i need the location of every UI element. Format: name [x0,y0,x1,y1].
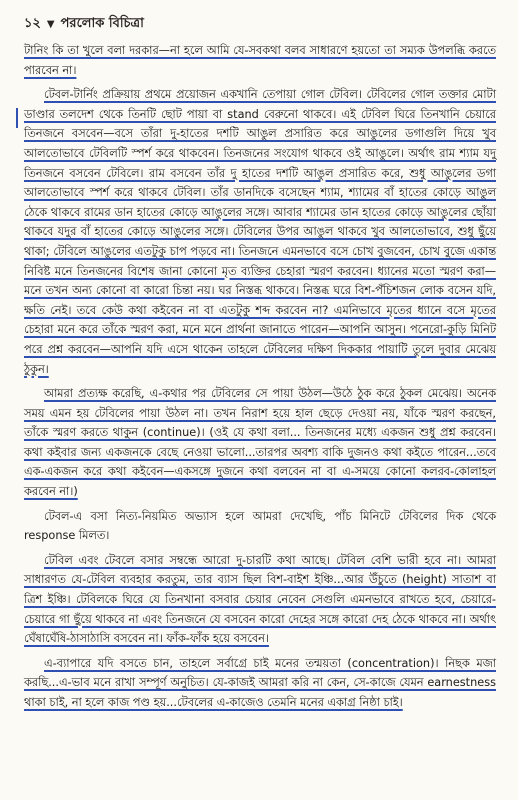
margin-pen-mark [16,108,18,128]
book-title: পরলোক বিচিত্রা [60,16,144,31]
page-body-text [24,41,496,713]
paragraph: টানিং কি তা খুলে বলা দরকার—না হলে আমি যে-সবকথা বলব সাধারণে হয়তো তা সম্যক উপলব্ধি করতে পারবেন না। [24,44,496,77]
triangle-down-icon: ▼ [46,19,55,30]
paragraph: টেবল-টার্নিং প্রক্রিয়ায় প্রথমে প্রয়োজন একখানি তেপায়া গোল টেবিল। টেবিলের গোল তক্তার মোটা ডাণ্ডার তলদেশ থেকে তিনটি ছোট পায়া বা stand বেরুনো থাকবে। এই টেবিল ঘিরে তিনখানি চেয়ারে তিনজনে বসবেন—বসে তাঁরা দু-হাতের দশটি আঙুল প্রসারিত করে আঙুলের ডগাগুলি দিয়ে খুব আলতোভাবে টেবিলটি স্পর্শ করে থাকবেন। তিনজনের সংযোগ থাকবে ওই আঙুলে। অর্থাৎ রাম শ্যাম যদু তিনজনে বসবেন টেবিলে। রাম বসবেন তাঁর দু হাতের দশটি আঙুল প্রসারিত করে, শুধু আঙুলের ডগা আলতোভাবে স্পর্শ করে থাকবে টেবিল। তাঁর ডানদিকে বসেছেন শ্যাম, শ্যামের বাঁ হাতের কোড়ে আঙুল ঠেকে থাকবে রামের ডান হাতের কোড়ে আঙুলের সঙ্গে। আবার শ্যামের ডান হাতের কোড়ে আঙুলের ছোঁয়া থাকবে যদুর বাঁ হাতের কোড়ে আঙুলের সঙ্গে। টেবিলের উপর আঙুল থাকবে খুব আলতোভাবে, শুধু ছুঁয়ে থাকা; টেবিলে আঙুলের এতটুকু চাপ পড়বে না। তিনজনে এমনভাবে বসে চোখ বুজবেন, চোখ বুজে একান্ত নিবিষ্ট মনে তিনজনের বিশেষ জানা কোনো মৃত ব্যক্তির চেহারা স্মরণ করবেন। ধ্যানের মতো স্মরণ করা—মনে তখন অন্য কোনো বা কারো চিন্তা নয়। ঘর নিস্তব্ধ থাকবে। নিস্তব্ধ ঘরে বিশ-পঁচিশজন লোক বসেন যদি, ক্ষতি নেই। তবে কেউ কথা কইবেন না বা এতটুকু শব্দ করবেন না? এমনিভাবে মৃতের ধ্যানে বসে মৃতের চেহারা মনে করে তাঁকে স্মরণ করা, মনে মনে প্রার্থনা জানাতে পারেন—আপনি আসুন। পনেরো-কুড়ি মিনিট পরে প্রশ্ন করবেন—আপনি যদি এসে থাকেন তাহলে টেবিলের দক্ষিণ দিককার পায়াটি তুলে দুবার মেঝেয় ঠুকুন। [24,88,496,376]
paragraph: এ-ব্যাপারে যদি বসতে চান, তাহলে সর্বাগ্রে চাই মনের তন্ময়তা (concentration)। নিছক মজা করছি...এ-ভাব মনে রাখা সম্পূর্ণ অনুচিত। যে-কাজই আমরা করি না কেন, সে-কাজে যেমন earnestness থাকা চাই, না হলে কাজ পণ্ড হয়...টেবলের এ-কাজেও তেমনি মনের একাগ্র নিষ্ঠা চাই। [24,656,496,709]
paragraph: আমরা প্রত্যক্ষ করেছি, এ-কথার পর টেবিলের সে পায়া উঠল—উঠে ঠুক করে ঠুকল মেঝেয়। অনেক সময় এমন হয় টেবিলের পায়া উঠল না। তখন নিরাশ হয়ে হাল ছেড়ে দেওয়া নয়, যাঁকে স্মরণ করছেন, তাঁকে স্মরণ করতে থাকুন (continue)। (ওই যে কথা বলা... তিনজনের মধ্যে একজন শুধু প্রশ্ন করবেন। কথা কইবার জন্য একজনকে বেছে নেওয়া ভালো...তারপর অবশ্য বাকি দুজনও কথা কইতে পারেন...তবে এক-একজন করে কথা কইবেন—একসঙ্গে দুজনে কথা বলবেন না বা এ-সময়ে কোনো কলরব-কোলাহল করবেন না।) [24,387,496,499]
page-number: ১২ [24,16,41,31]
paragraph: টেবিল এবং টেবলে বসার সম্বন্ধে আরো দু-চারটি কথা আছে। টেবিল বেশি ভারী হবে না। আমরা সাধারণত যে-টেবিল ব্যবহার করতুম, তার ব্যাস ছিল বিশ-বাইশ ইঞ্চি...আর উঁচুতে (height) সাতাশ বা ত্রিশ ইঞ্চি। টেবিলকে ঘিরে যে তিনখানা বসবার চেয়ার নেবেন সেগুলি এমনভাবে রাখতে হবে, চেয়ারে-চেয়ারে গা ছুঁয়ে থাকবে না এবং তিনজনে যে বসবেন কারো দেহের সঙ্গে কারো দেহ ঠেকে থাকবে না। অর্থাৎ ঘেঁষাঘেঁষি-ঠাসাঠাসি বসবেন না। ফাঁক-ফাঁক হয়ে বসবেন। [24,553,496,646]
page-header [24,14,496,35]
paragraph: টেবল-এ বসা নিত্য-নিয়মিত অভ্যাস হলে আমরা দেখেছি, পাঁচ মিনিটে টেবিলের দিক থেকে response মিলত। [24,509,496,543]
